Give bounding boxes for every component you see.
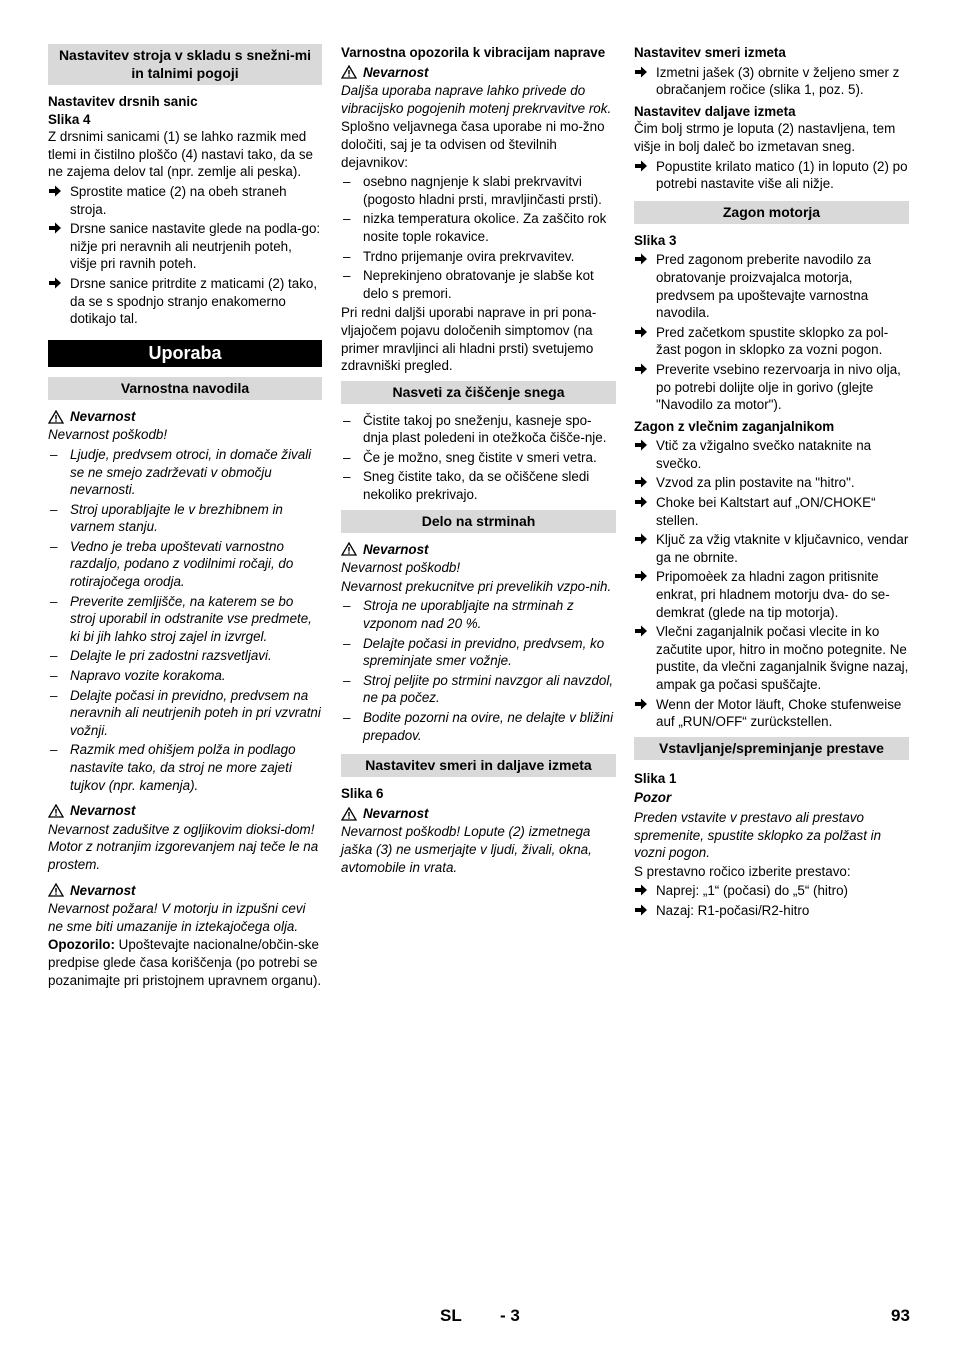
list-item: – Sneg čistite tako, da se očiščene sledi nekoliko prekrivajo. [343, 469, 590, 503]
danger-label: Nevarnost [341, 805, 616, 823]
factor-list [341, 173, 616, 302]
list-item: Wenn der Motor läuft, Choke stufenweise auf „RUN/OFF“ zurückstellen. [634, 696, 909, 731]
list-item: Drsne sanice pritrdite z maticami (2) tako, da se s spodnjo stranjo enakomerno dotikajo tal. [48, 275, 322, 328]
instruction-list [634, 158, 909, 193]
footer-section: - 3 [500, 1306, 520, 1325]
list-item: Vzvod za plin postavite na "hitro". [634, 474, 909, 492]
list-item: Choke bei Kaltstart auf „ON/CHOKE“ stellen. [634, 494, 909, 529]
paragraph: Z drsnimi sanicami (1) se lahko razmik med tlemi in čistilno ploščo (4) nastavi tako, da se ne zajema delov tal (npr. zemlje ali peska). [48, 129, 313, 180]
list-item: – Če je možno, sneg čistite v smeri vetra. [343, 449, 597, 465]
instruction-list [634, 437, 909, 731]
warning-triangle-icon [48, 883, 64, 897]
note-label: Opozorilo: [48, 937, 115, 953]
warning-text: Nevarnost poškodb! [48, 427, 168, 443]
arrow-icon [634, 532, 648, 546]
warning-text: Daljša uporaba naprave lahko privede do vibracijsko pogojenih motenj prekrvavitve rok. [341, 83, 612, 116]
arrow-icon [634, 495, 648, 509]
subheading-skids: Nastavitev drsnih sanic [48, 94, 198, 109]
warning-triangle-icon [341, 807, 357, 821]
list-item: Pripomoèek za hladni zagon pritisnite enkrat, pri hladnem motorju dva- do se-demkrat (glede na tip motorja). [634, 568, 909, 621]
list-item: – Razmik med ohišjem polža in podlago nastavite tako, da stroj ne more zajeti tujkov (npr. kamenja). [50, 742, 296, 793]
list-item: – Stroj peljite po strmini navzgor ali navzdol, ne pa počez. [343, 672, 614, 706]
arrow-icon [634, 903, 648, 917]
danger-label: Nevarnost [48, 802, 322, 820]
danger-label: Nevarnost [48, 882, 322, 900]
figure-reference: Slika 4 [48, 111, 91, 127]
list-item: – Vedno je treba upoštevati varnostno razdaljo, podano z vodilnimi ročaji, do rotirajočega orodja. [50, 538, 294, 590]
list-item: Pred začetkom spustite sklopko za pol-žast pogon in sklopko za vozni pogon. [634, 324, 909, 359]
danger-label: Nevarnost [48, 408, 322, 426]
list-item: – nizka temperatura okolice. Za zaščito rok nosite tople rokavice. [343, 211, 607, 244]
list-item: – Trdno prijemanje ovira prekrvavitev. [343, 248, 575, 264]
subheading-distance: Nastavitev daljave izmeta [634, 103, 796, 119]
list-item: – Preverite zemljišče, na katerem se bo stroj uporabil in odstranite vse predmete, ki bi jih lahko stroj zajel in izvrgel. [50, 593, 312, 644]
warning-text: Nevarnost požara! V motorju in izpušni cevi ne sme biti umazanije in iztekajočega olja. [48, 901, 306, 934]
list-item: Drsne sanice nastavite glede na podla-go: nižje pri neravnih ali neutrjenih poteh, višje pri ravnih poteh. [48, 220, 322, 273]
footer-page-number: 93 [891, 1306, 910, 1325]
arrow-icon [48, 276, 62, 290]
tips-list [341, 412, 616, 504]
list-item: Ključ za vžig vtaknite v ključavnico, vendar ga ne obrnite. [634, 531, 909, 566]
arrow-icon [48, 184, 62, 198]
list-item: Popustite krilato matico (1) in loputo (2) po potrebi nastavite više ali nižje. [634, 158, 909, 193]
caution-label: Pozor [634, 790, 672, 806]
list-item: – Čistite takoj po sneženju, kasneje spo-dnja plast poledeni in otežkoča čišče-nje. [343, 412, 607, 446]
list-item: – Stroja ne uporabljajte na strminah z vzponom nad 20 %. [343, 598, 574, 632]
arrow-icon [634, 159, 648, 173]
instruction-list [48, 183, 322, 328]
section-heading-discharge: Nastavitev smeri in daljave izmeta [341, 754, 616, 777]
list-item: – Delajte počasi in previdno, predvsem, ko spreminjate smer vožnje. [343, 635, 605, 669]
arrow-icon [634, 475, 648, 489]
list-item: – Bodite pozorni na ovire, ne delajte v bližini prepadov. [343, 710, 614, 743]
warning-text: Nevarnost poškodb! Lopute (2) izmetnega jaška (3) ne usmerjajte v ljudi, živali, okna, avtomobile in vrata. [341, 824, 592, 875]
footer-language: SL [440, 1306, 462, 1325]
list-item: Pred zagonom preberite navodilo za obratovanje proizvajalca motorja, predvsem pa upoštevajte varnostna navodila. [634, 251, 909, 321]
paragraph: S prestavno ročico izberite prestavo: [634, 863, 851, 879]
column-middle [341, 44, 616, 877]
arrow-icon [634, 569, 648, 583]
warning-triangle-icon [341, 542, 357, 556]
list-item: – Neprekinjeno obratovanje je slabše kot delo s premori. [343, 268, 594, 301]
instruction-list [634, 251, 909, 413]
arrow-icon [48, 221, 62, 235]
danger-label: Nevarnost [341, 541, 616, 559]
section-heading-snow-tips: Nasveti za čiščenje snega [341, 381, 616, 404]
list-item: – osebno nagnjenje k slabi prekrvavitvi (pogosto hladni prsti, mravljinčasti prsti). [343, 174, 602, 207]
list-item: Izmetni jašek (3) obrnite v željeno smer z obračanjem ročice (slika 1, poz. 5). [634, 64, 909, 99]
section-heading-machine-setup: Nastavitev stroja v skladu s snežni-mi in talnimi pogoji [48, 44, 322, 85]
column-left [48, 44, 322, 990]
caution-text: Preden vstavite v prestavo ali prestavo spremenite, spustite sklopko za polžast in vozni pogon. [634, 809, 882, 861]
slope-list [341, 597, 616, 744]
paragraph: Čim bolj strmo je loputa (2) nastavljena, tem višje in bolj daleč bo izmetavan sneg. [634, 121, 896, 154]
arrow-icon [634, 624, 648, 638]
figure-reference: Slika 3 [634, 232, 677, 248]
arrow-icon [634, 438, 648, 452]
warning-text: Nevarnost zadušitve z ogljikovim dioksi-dom! Motor z notranjim izgorevanjem naj teče le na prostem. [48, 821, 319, 872]
subheading-vibration: Varnostna opozorila k vibracijam naprave [341, 45, 606, 60]
section-heading-safety: Varnostna navodila [48, 377, 322, 400]
list-item: – Delajte počasi in previdno, predvsem na neravnih ali neutrjenih poteh in pri vzvratni vožnji. [50, 687, 321, 738]
list-item: Sprostite matice (2) na obeh straneh stroja. [48, 183, 322, 218]
list-item: – Delajte le pri zadostni razsvetljavi. [50, 648, 272, 664]
arrow-icon [634, 65, 648, 79]
instruction-list [634, 64, 909, 99]
list-item: – Stroj uporabljajte le v brezhibnem in varnem stanju. [50, 501, 283, 535]
subheading-recoil-start: Zagon z vlečnim zaganjalnikom [634, 418, 835, 434]
list-item: Vtič za vžigalno svečko nataknite na svečko. [634, 437, 909, 472]
safety-list [48, 446, 322, 794]
chapter-heading-usage: Uporaba [48, 340, 322, 367]
arrow-icon [634, 252, 648, 266]
list-item: – Napravo vozite korakoma. [50, 668, 226, 684]
list-item: – Ljudje, predvsem otroci, in domače živali se ne smejo zadrževati v območju nevarnosti. [50, 446, 312, 498]
list-item: Preverite vsebino rezervoarja in nivo olja, po potrebi dolijte olje in gorivo (glejte "Navodilo za motor"). [634, 361, 909, 414]
paragraph: Splošno veljavnega časa uporabe ni mo-žno določiti, saj je ta odvisen od številnih dejavnikov: [341, 119, 605, 170]
arrow-icon [634, 697, 648, 711]
list-item: Nazaj: R1-počasi/R2-hitro [634, 902, 909, 920]
figure-reference: Slika 1 [634, 770, 677, 786]
section-heading-slopes: Delo na strminah [341, 510, 616, 533]
section-heading-engine-start: Zagon motorja [634, 201, 909, 224]
warning-text: Nevarnost poškodb! [341, 560, 461, 576]
warning-triangle-icon [48, 804, 64, 818]
list-item: Vlečni zaganjalnik počasi vlecite in ko začutite upor, hitro in močno potegnite. Ne pustite, da vlečni zaganjalnik švigne nazaj, ampak ga počasi spuščajte. [634, 623, 909, 693]
column-right [634, 44, 909, 922]
section-heading-gear: Vstavljanje/spreminjanje prestave [634, 737, 909, 760]
danger-label: Nevarnost [341, 64, 616, 82]
arrow-icon [634, 883, 648, 897]
arrow-icon [634, 362, 648, 376]
paragraph: Pri redni daljši uporabi naprave in pri pona-vljajočem pojavu določenih simptomov (na primer mravljinci ali hladni prsti) svetujemo zdravniški pregled. [341, 305, 597, 374]
warning-triangle-icon [48, 410, 64, 424]
arrow-icon [634, 325, 648, 339]
list-item: Naprej: „1“ (počasi) do „5“ (hitro) [634, 882, 909, 900]
warning-text: Nevarnost prekucnitve pri prevelikih vzpo-nih. [341, 578, 612, 594]
figure-reference: Slika 6 [341, 786, 384, 802]
instruction-list [634, 882, 909, 919]
warning-triangle-icon [341, 65, 357, 79]
subheading-direction: Nastavitev smeri izmeta [634, 45, 786, 60]
note-paragraph: Opozorilo: Upoštevajte nacionalne/občin-ske predpise glede časa koriščenja (po potrebi se pozanimajte pri pristojnem upravnem organu). [48, 937, 322, 988]
